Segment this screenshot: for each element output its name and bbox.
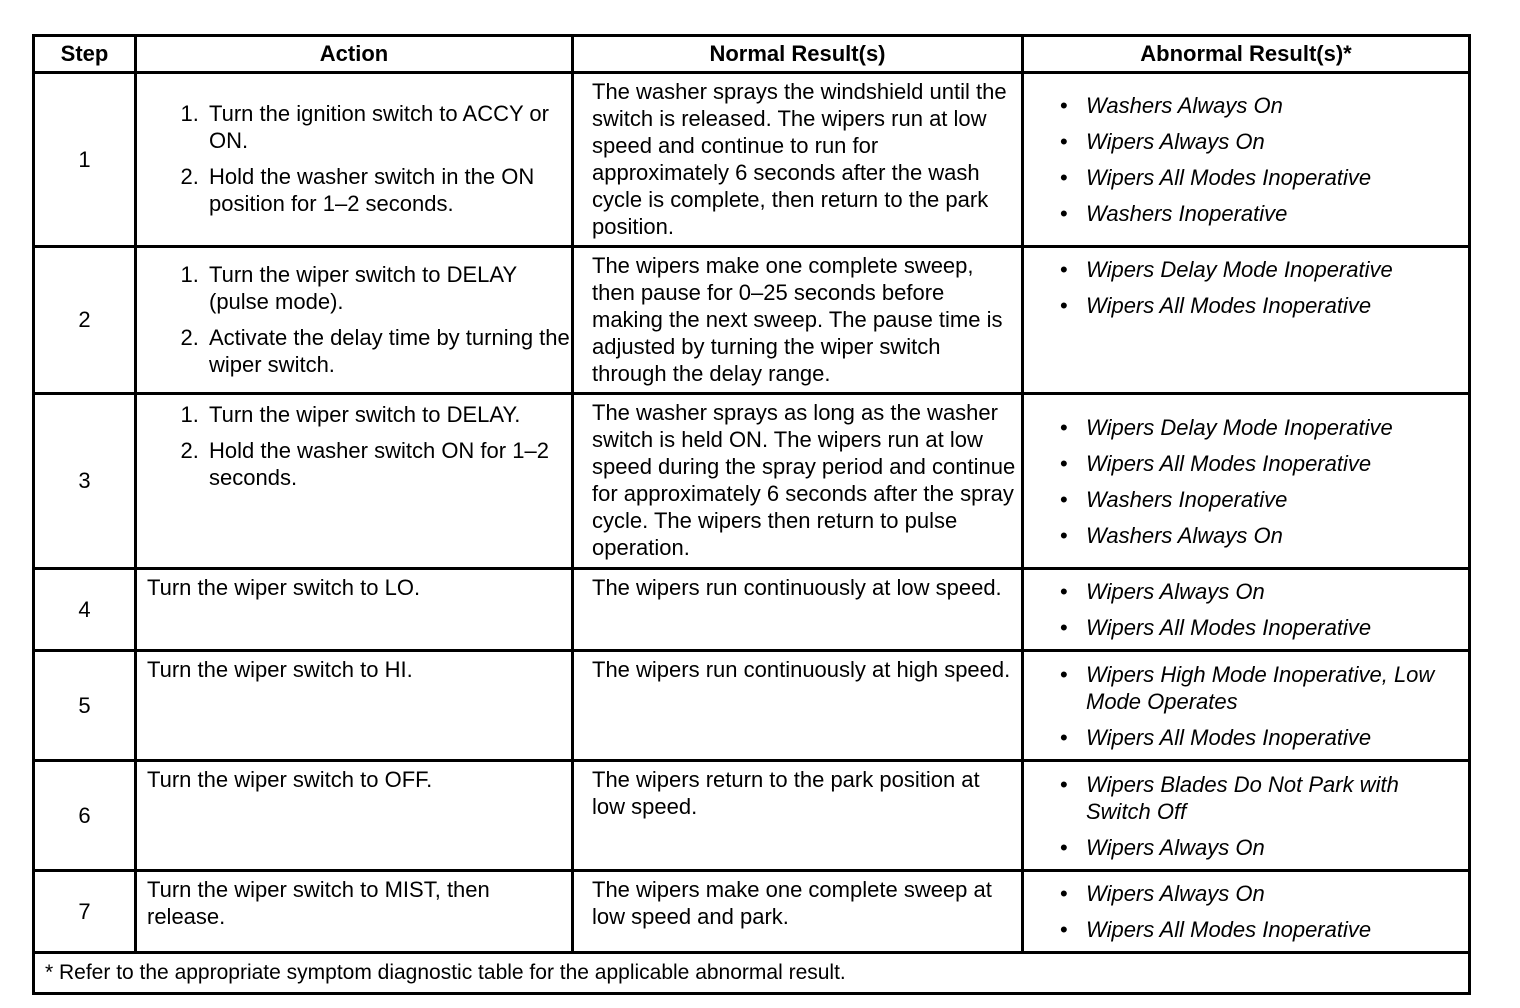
abnormal-cell [1023,569,1470,651]
abnormal-result: • Wipers All Modes Inoperative [1086,164,1464,191]
normal-result: The wipers run continuously at low speed. [573,569,1023,651]
header-normal-results: Normal Result(s) [573,36,1023,73]
header-action: Action [136,36,573,73]
step-number: 4 [34,569,136,651]
normal-result: The wipers return to the park position at low speed. [573,761,1023,871]
abnormal-cell [1023,73,1470,247]
step-number: 7 [34,871,136,953]
footnote: * Refer to the appropriate symptom diagnostic table for the applicable abnormal result. [34,953,1470,994]
action-step: 1. Turn the wiper switch to DELAY. [205,401,571,428]
action-step: 2. Activate the delay time by turning the wiper switch. [205,324,571,378]
step-number: 3 [34,394,136,569]
diagnostic-table [32,34,1471,995]
abnormal-cell [1023,871,1470,953]
header-abnormal-results: Abnormal Result(s)* [1023,36,1470,73]
normal-result: The wipers make one complete sweep, then pause for 0–25 seconds before making the next sweep. The pause time is adjusted by turning the wiper switch through the delay range. [573,247,1023,394]
abnormal-cell [1023,247,1470,394]
action-text: Turn the wiper switch to MIST, then release. [136,871,573,953]
action-cell [136,247,573,394]
table-row [34,569,1470,651]
normal-result: The washer sprays as long as the washer switch is held ON. The wipers run at low speed during the spray period and continue for approximately 6 seconds after the spray cycle. The wipers then return to pulse operation. [573,394,1023,569]
abnormal-result: • Washers Inoperative [1086,200,1464,227]
table-row [34,651,1470,761]
step-number: 5 [34,651,136,761]
abnormal-result: • Washers Inoperative [1086,486,1464,513]
step-number: 1 [34,73,136,247]
table-row [34,73,1470,247]
action-text: Turn the wiper switch to LO. [136,569,573,651]
normal-result: The wipers run continuously at high speed. [573,651,1023,761]
abnormal-result: • Wipers Always On [1086,834,1464,861]
abnormal-result: • Wipers All Modes Inoperative [1086,724,1464,751]
abnormal-result: • Wipers Delay Mode Inoperative [1086,414,1464,441]
action-cell [136,73,573,247]
table-row [34,247,1470,394]
step-number: 6 [34,761,136,871]
abnormal-result: • Wipers Delay Mode Inoperative [1086,256,1464,283]
abnormal-cell [1023,394,1470,569]
table-row [34,394,1470,569]
abnormal-cell [1023,761,1470,871]
action-cell [136,394,573,569]
abnormal-cell [1023,651,1470,761]
normal-result: The wipers make one complete sweep at low speed and park. [573,871,1023,953]
abnormal-result: • Wipers Blades Do Not Park with Switch Off [1086,771,1464,825]
step-number: 2 [34,247,136,394]
abnormal-result: • Washers Always On [1086,522,1464,549]
action-step: 1. Turn the ignition switch to ACCY or ON. [205,100,571,154]
abnormal-result: • Wipers Always On [1086,578,1464,605]
abnormal-result: • Wipers Always On [1086,880,1464,907]
abnormal-result: • Wipers High Mode Inoperative, Low Mode Operates [1086,661,1464,715]
abnormal-result: • Wipers All Modes Inoperative [1086,614,1464,641]
action-step: 1. Turn the wiper switch to DELAY (pulse mode). [205,261,571,315]
header-step: Step [34,36,136,73]
abnormal-result: • Wipers All Modes Inoperative [1086,292,1464,319]
action-text: Turn the wiper switch to HI. [136,651,573,761]
action-step: 2. Hold the washer switch in the ON position for 1–2 seconds. [205,163,571,217]
action-step: 2. Hold the washer switch ON for 1–2 seconds. [205,437,571,491]
header-row [34,36,1470,73]
abnormal-result: • Washers Always On [1086,92,1464,119]
abnormal-result: • Wipers Always On [1086,128,1464,155]
abnormal-result: • Wipers All Modes Inoperative [1086,916,1464,943]
action-text: Turn the wiper switch to OFF. [136,761,573,871]
footnote-row [34,953,1470,994]
normal-result: The washer sprays the windshield until the switch is released. The wipers run at low speed and continue to run for approximately 6 seconds after the wash cycle is complete, then return to the park position. [573,73,1023,247]
abnormal-result: • Wipers All Modes Inoperative [1086,450,1464,477]
table-row [34,761,1470,871]
table-row [34,871,1470,953]
